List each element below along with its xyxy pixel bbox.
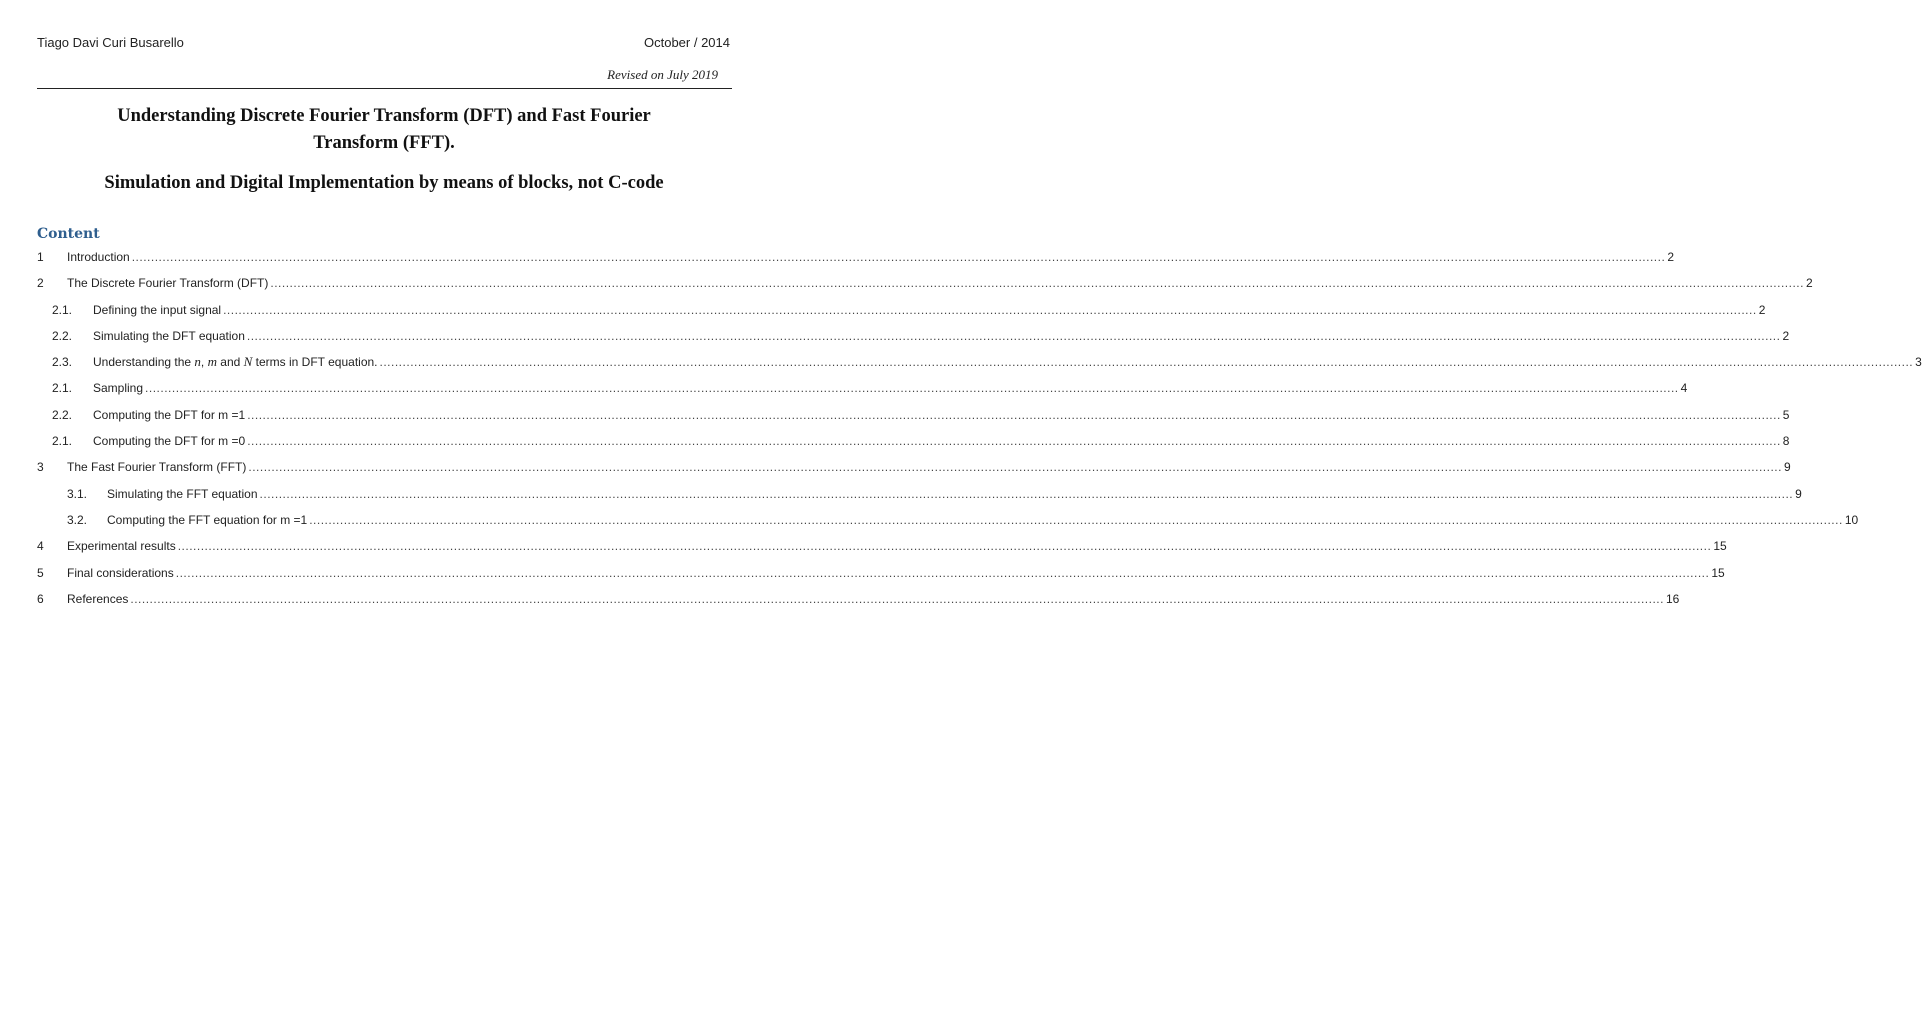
toc-entry-title: Final considerations	[67, 565, 174, 580]
symbol-n: n	[194, 354, 201, 370]
toc-entry[interactable]	[37, 457, 1791, 483]
toc-entry[interactable]	[37, 563, 1725, 589]
toc-entry-page: 2	[1758, 302, 1766, 317]
toc-entry-title: Introduction	[67, 250, 130, 264]
toc-entry-title: The Discrete Fourier Transform (DFT)	[67, 276, 269, 291]
toc-entry-number: 6	[37, 591, 44, 606]
toc-entry-page: 16	[1665, 591, 1680, 606]
header-author: Tiago Davi Curi Busarello	[37, 35, 184, 50]
toc-entry-number: 2.1.	[52, 434, 73, 449]
toc-title-separator: ,	[200, 355, 208, 370]
toc-entry-title: References	[67, 591, 129, 606]
toc-leader-dots: ................................................................................................................................................................................................................................................................................................................................................................................................................	[247, 407, 1781, 422]
toc-leader-dots: ................................................................................................................................................................................................................................................................................................................................................................................................................	[223, 302, 1757, 317]
toc-leader-dots: ................................................................................................................................................................................................................................................................................................................................................................................................................	[248, 460, 1782, 475]
document-title	[40, 103, 728, 157]
toc-entry-number: 4	[37, 539, 44, 554]
toc-entry-page: 4	[1680, 381, 1688, 396]
toc-entry-page: 15	[1713, 539, 1727, 554]
toc-entry-number: 2	[37, 276, 44, 291]
revised-note: Revised on July 2019	[607, 67, 718, 82]
toc-entry-number: 3.1.	[67, 486, 88, 501]
toc-entry-title	[93, 352, 378, 372]
toc-entry[interactable]	[37, 247, 1674, 273]
toc-entry-number: 3	[37, 460, 44, 475]
toc-entry-title: Simulating the DFT equation	[93, 328, 245, 343]
toc-entry-number: 2.1.	[52, 381, 73, 396]
document-subtitle: Simulation and Digital Implementation by means of blocks, not C-code	[104, 173, 664, 193]
toc-leader-dots: ................................................................................................................................................................................................................................................................................................................................................................................................................	[145, 381, 1679, 396]
toc-entry[interactable]	[37, 431, 1790, 457]
toc-leader-dots: ................................................................................................................................................................................................................................................................................................................................................................................................................	[270, 276, 1804, 291]
toc-entry-title: Experimental results	[67, 539, 176, 554]
toc-heading: Content	[37, 226, 100, 242]
toc-entry[interactable]	[37, 536, 1727, 562]
toc-entry-page: 3	[1915, 355, 1922, 370]
toc-entry-page: 8	[1782, 434, 1790, 449]
toc-leader-dots: ................................................................................................................................................................................................................................................................................................................................................................................................................	[246, 328, 1781, 343]
toc-entry-title: Computing the DFT for m =0	[93, 434, 246, 449]
toc-entry[interactable]	[37, 510, 1859, 536]
title-line-2: Transform (FFT).	[313, 133, 455, 153]
toc-entry[interactable]	[37, 300, 1766, 326]
toc-entry[interactable]	[37, 273, 1813, 299]
toc-entry-title: The Fast Fourier Transform (FFT)	[67, 460, 247, 475]
toc-entry[interactable]	[37, 326, 1790, 352]
toc-entry-page: 2	[1782, 328, 1790, 343]
toc-leader-dots: ................................................................................................................................................................................................................................................................................................................................................................................................................	[309, 512, 1843, 527]
toc-entry-title: Sampling	[93, 381, 144, 396]
toc-entry-page: 2	[1805, 276, 1813, 291]
symbol-N: N	[243, 354, 253, 370]
toc-entry-number: 5	[37, 565, 44, 580]
toc-entry-number: 2.1.	[52, 302, 73, 317]
toc-entry-number: 3.2.	[67, 512, 88, 527]
toc-entry[interactable]	[37, 405, 1790, 431]
toc-entry-page: 9	[1795, 486, 1802, 501]
toc-title-prefix: Understanding the	[93, 355, 195, 370]
toc-entry-title: Computing the FFT equation for m =1	[107, 512, 308, 527]
toc-leader-dots: ................................................................................................................................................................................................................................................................................................................................................................................................................	[379, 355, 1914, 370]
toc-leader-dots: ................................................................................................................................................................................................................................................................................................................................................................................................................	[175, 565, 1710, 580]
toc-leader-dots: ................................................................................................................................................................................................................................................................................................................................................................................................................	[131, 250, 1666, 264]
toc-title-suffix: terms in DFT equation.	[252, 355, 378, 370]
toc-entry-page: 15	[1711, 565, 1725, 580]
toc-entry[interactable]	[37, 484, 1802, 510]
header-rule	[37, 88, 732, 89]
header-date: October / 2014	[644, 35, 730, 50]
toc-entry-title: Computing the DFT for m =1	[93, 407, 246, 422]
toc-entry-page: 10	[1844, 512, 1859, 527]
toc-entry-title: Simulating the FFT equation	[107, 486, 258, 501]
toc-entry-number: 2.3.	[52, 355, 73, 370]
toc-entry-page: 5	[1782, 407, 1790, 422]
toc-entry-number: 2.2.	[52, 407, 73, 422]
toc-entry-title: Defining the input signal	[93, 302, 222, 317]
toc-leader-dots: ................................................................................................................................................................................................................................................................................................................................................................................................................	[247, 434, 1781, 449]
toc-title-separator: and	[216, 355, 244, 370]
toc-leader-dots: ................................................................................................................................................................................................................................................................................................................................................................................................................	[130, 591, 1664, 606]
toc-entry[interactable]	[37, 352, 1922, 378]
toc-entry-number: 1	[37, 250, 44, 264]
toc-leader-dots: ................................................................................................................................................................................................................................................................................................................................................................................................................	[259, 486, 1794, 501]
toc-entry-page: 9	[1783, 460, 1791, 475]
toc-entry[interactable]	[37, 589, 1680, 615]
title-line-1: Understanding Discrete Fourier Transform (DFT) and Fast Fourier	[117, 106, 651, 126]
table-of-contents	[37, 247, 1922, 615]
toc-leader-dots: ................................................................................................................................................................................................................................................................................................................................................................................................................	[177, 539, 1712, 554]
toc-entry-number: 2.2.	[52, 328, 73, 343]
toc-entry-page: 2	[1667, 250, 1674, 264]
toc-entry[interactable]	[37, 378, 1688, 404]
symbol-m: m	[207, 354, 217, 370]
